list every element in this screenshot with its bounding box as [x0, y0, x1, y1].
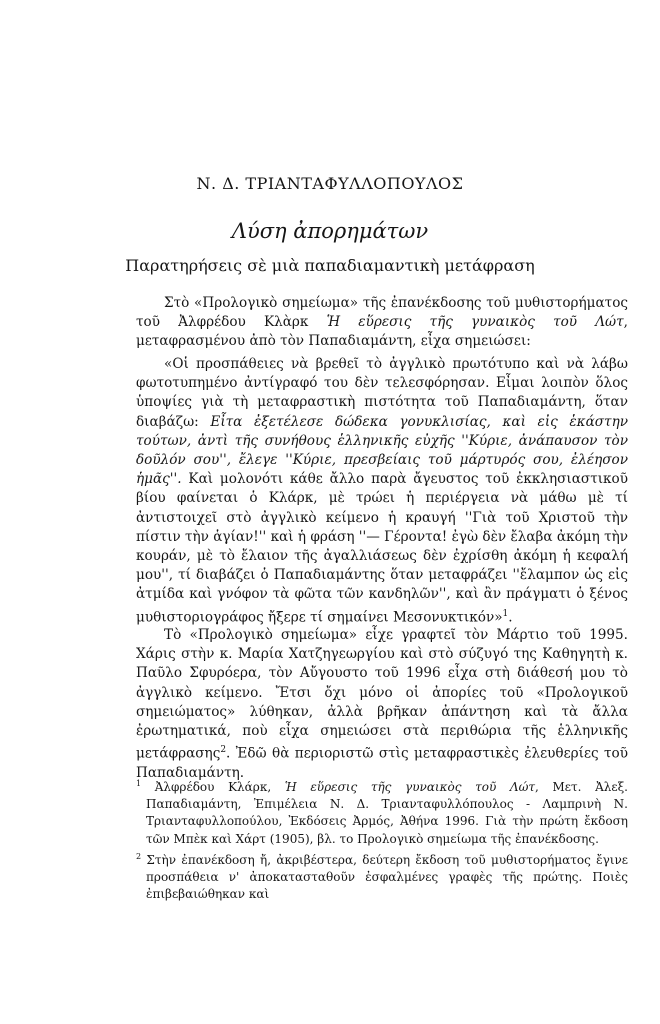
second-paragraph: [136, 626, 628, 783]
quoted-note: [136, 355, 628, 627]
book-title-italic: Ἡ εὕρεσις τῆς γυναικὸς τοῦ Λώτ: [326, 314, 624, 331]
footnotes: [136, 775, 628, 903]
intro-text-after: , μεταφρασμένου ἀπὸ τὸν Παπαδιαμάντη, εἶχα σημειώσει:: [136, 314, 628, 350]
article-title: Λύση ἀπορημάτων: [231, 219, 429, 243]
paragraph2-text-after: . Ἐδῶ θὰ περιοριστῶ στὶς μεταφραστικὲς ἐλευθερίες τοῦ Παπαδιαμάντη.: [136, 745, 628, 781]
footnote-2-text: Στὴν ἐπανέκδοση ἤ, ἀκριβέστερα, δεύτερη ἔκδοση τοῦ μυθιστορήματος ἔγινε προσπάθεια ν' ἀποκατασταθοῦν ἐσφαλμένες γραφὲς τῆς πρώτης. Ποιὲς ἐπιβεβαιώθηκαν καὶ: [141, 852, 628, 902]
author-name: Ν. Δ. ΤΡΙΑΝΤΑΦΥΛΛΟΠΟΥΛΟΣ: [196, 174, 464, 193]
quote-italic-passage: Εἶτα ἐξετέλεσε δώδεκα γονυκλισίας, καὶ εἰς ἑκάστην τούτων, ἀντὶ τῆς συνήθους ἑλληνικῆς εὐχῆς ''Κύριε, ἀνάπαυσον τὸν δοῦλόν σου'', ἔλεγε ''Κύριε, πρεσβείαις τοῦ μάρτυρός σου, ἐλέησον ἡμᾶς''.: [136, 413, 628, 488]
footnote-ref-1: 1: [502, 608, 509, 619]
footnote-1: [136, 775, 628, 848]
footnote-1-italic: Ἡ εὕρεσις τῆς γυναικὸς τοῦ Λώτ: [284, 780, 535, 794]
footnote-2: [136, 848, 628, 904]
footnote-mark-1: 1: [136, 779, 142, 788]
intro-paragraph: [136, 294, 628, 352]
quote-part2: Καὶ μολονότι κάθε ἄλλο παρὰ ἄγευστος τοῦ ἐκκλησιαστικοῦ βίου φαίνεται ὁ Κλάρκ, μὲ τρώει ἡ περιέργεια νὰ μάθω μὲ τί ἀντιστοιχεῖ στὸ ἀγγλικὸ κείμενο ἡ κραυγή ''Γιὰ τοῦ Χριστοῦ τὴν πίστιν τὴν ἁγίαν!'' καὶ ἡ φράση ''— Γέροντα! ἐγὼ δὲν ἔλαβα ἀκόμη τὴν κουράν, μὲ τὸ ἔλαιον τῆς ἀγαλλιάσεως δὲν ἐχρίσθη ἀκόμη ἡ κεφαλή μου'', τί διαβάζει ὁ Παπαδιαμάντης ὅταν μεταφράζει ''ἔλαμπον ὡς εἰς ἀτμίδα καὶ γνόφον τὰ φῶτα τῶν κανδηλῶν'', καὶ ἂν πράγματι ὁ ξένος μυθιστοριογράφος ἤξερε τί σημαίνει Μεσονυκτικόν»: [136, 471, 629, 626]
footnote-mark-2: 2: [136, 851, 142, 861]
quote-end: .: [508, 609, 513, 626]
paragraph2-text: Τὸ «Προλογικὸ σημείωμα» εἶχε γραφτεῖ τὸν Μάρτιο τοῦ 1995. Χάρις στὴν κ. Μαρία Χατζηγεωργίου καὶ στὸ σύζυγό της Καθηγητὴ κ. Παῦλο Σφυρόερα, τὸν Αὔγουστο τοῦ 1996 εἶχα στὴ διάθεσή μου τὸ ἀγγλικὸ κείμενο. Ἔτσι ὄχι μόνο οἱ ἀπορίες τοῦ «Προλογικοῦ σημειώματος» λύθηκαν, ἀλλὰ βρῆκαν ἀπάντηση καὶ τὰ ἄλλα ἐρωτηματικά, ποὺ εἶχα σημειώσει στὰ περιθώρια τῆς ἑλληνικῆς μετάφρασης: [136, 627, 628, 762]
footnote-1-text: Ἀλφρέδου Κλάρκ,: [141, 780, 285, 794]
footnote-ref-2: 2: [220, 745, 227, 756]
quote-part1: «Οἱ προσπάθειες νὰ βρεθεῖ τὸ ἀγγλικὸ πρωτότυπο καὶ νὰ λάβω φωτοτυπημένο ἀντίγραφό του δὲν τελεσφόρησαν. Εἶμαι λοιπὸν ὅλος ὑποψίες γιὰ τὴ μεταφραστικὴ πιστότητα τοῦ Παπαδιαμάντη, ὅταν διαβάζω:: [136, 356, 628, 430]
footnote-1-text-after: , Μετ. Ἀλεξ. Παπαδιαμάντη, Ἐπιμέλεια Ν. Δ. Τριανταφυλλόπουλος - Λαμπρινὴ Ν. Τριανταφυλλοπούλου, Ἐκδόσεις Ἀρμός, Ἀθήνα 1996. Γιὰ τὴν πρώτη ἔκδοση τῶν Μπὲκ καὶ Χάρτ (1905), βλ. το Προλογικὸ σημείωμα τῆς ἐπανέκδοσης.: [146, 780, 628, 846]
article-subtitle: Παρατηρήσεις σὲ μιὰ παπαδιαμαντικὴ μετάφραση: [125, 256, 535, 275]
intro-text: Στὸ «Προλογικὸ σημείωμα» τῆς ἐπανέκδοσης τοῦ μυθιστορήματος τοῦ Ἀλφρέδου Κλὰρκ: [136, 295, 628, 331]
